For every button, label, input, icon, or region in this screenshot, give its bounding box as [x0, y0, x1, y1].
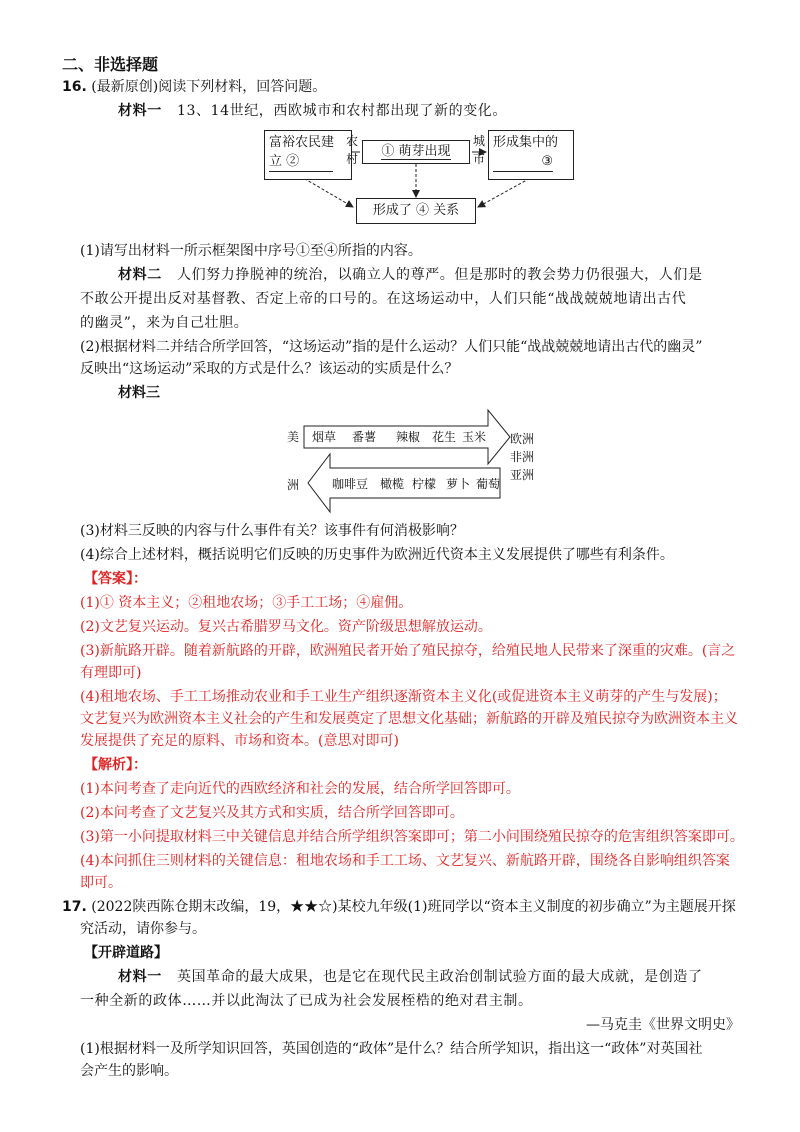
old-world-labels: [510, 430, 534, 484]
q17-material-1-line-1: [118, 966, 783, 988]
q16-sub-3: (3)材料三反映的内容与什么事件有关？该事件有何消极影响？: [80, 523, 464, 539]
q16-prompt: (最新原创)阅读下列材料，回答问题。: [91, 79, 327, 95]
analysis-line-4: (4)本问抓住三则材料的关键信息：租地农场和手工工场、文艺复兴、新航路开辟，围绕各自影响组织答案: [80, 853, 730, 869]
sprout-text: ① 萌芽出现: [381, 144, 451, 159]
crop-tobacco: 烟草: [312, 430, 337, 444]
answer-line-7: 发展提供了充足的原料、市场和资本。(意思对即可): [80, 733, 399, 749]
q16-sub-2-line-1: (2)根据材料二并结合所学回答，“这场运动”指的是什么运动？人们只能“战战兢兢地请出古代的幽灵”: [80, 339, 703, 355]
q17-sub-1-line-1: (1)根据材料一及所学知识回答，英国创造的“政体”是什么？结合所学知识，指出这一“政体”对英国社: [80, 1041, 703, 1057]
europe-label: 欧洲: [510, 432, 535, 446]
rich-farmer-line-2: 立 ②: [269, 152, 333, 172]
q16-sub-4: (4)综合上述材料，概括说明它们反映的历史事件为欧洲近代资本主义发展提供了哪些有利条件。: [80, 547, 674, 563]
answer-line-2: (2)文艺复兴运动。复兴古希腊罗马文化。资产阶级思想解放运动。: [80, 619, 492, 635]
rich-farmer-line-1: 富裕农民建: [269, 135, 335, 150]
crop-lemon: 柠檬: [412, 477, 437, 491]
answer-line-5: (4)租地农场、手工工场推动农业和手工业生产组织逐渐资本主义化(或促进资本主义萌芽的产生与发展)；: [80, 689, 727, 705]
material-1-label: 材料一: [118, 103, 162, 119]
crop-coffee: 咖啡豆: [332, 477, 369, 491]
material-2-text-1: 人们努力挣脱神的统治，以确立人的尊严。但是那时的教会势力仍很强大，人们是: [176, 267, 703, 283]
answer-line-4: 有理即可): [80, 665, 142, 681]
concentrated-line-1: 形成集中的: [493, 135, 559, 150]
america-label-top: 美: [287, 430, 300, 444]
crop-sweet-potato: 番薯: [352, 430, 377, 444]
analysis-label: 【解析】：: [84, 757, 147, 773]
countryside-char-2: 村: [345, 152, 358, 166]
q17-material-1-text-1: 英国革命的最大成果，也是它在现代民主政治创制试验方面的最大成就，是创造了: [176, 969, 703, 985]
answer-line-3: (3)新航路开辟。随着新航路的开辟，欧洲殖民者开始了殖民掠夺，给殖民地人民带来了深重的灾难。(言之: [80, 643, 736, 659]
crop-olive: 橄榄: [380, 477, 405, 491]
answer-line-1: (1)① 资本主义；②租地农场；③手工工场；④雇佣。: [80, 595, 413, 611]
q16-number: 16.: [62, 79, 87, 95]
material-2-text-3: 的幽灵”，来为自己壮胆。: [80, 315, 249, 331]
q17-source: —马克圭《世界文明史》: [586, 1017, 740, 1033]
q17-sub-1-line-2: 会产生的影响。: [80, 1063, 178, 1079]
asia-label: 亚洲: [510, 468, 535, 482]
answer-line-6: 文艺复兴为欧洲资本主义社会的产生和发展奠定了思想文化基础；新航路的开辟及殖民掠夺为欧洲资本主义: [80, 711, 738, 727]
q17-prompt-2: 究活动，请你参与。: [80, 921, 206, 937]
crop-grape: 葡萄: [476, 477, 501, 491]
answer-label: 【答案】：: [84, 571, 147, 587]
path-label: 【开辟道路】: [84, 945, 168, 961]
material-2-label: 材料二: [118, 267, 162, 283]
analysis-line-3: (3)第一小问提取材料三中关键信息并结合所学组织答案即可；第二小问围绕殖民掠夺的危害组织答案即可。: [80, 829, 744, 845]
material-1-text: 13、14世纪，西欧城市和农村都出现了新的变化。: [176, 103, 507, 119]
material-3-label: 材料三: [118, 385, 160, 401]
q16-sub-2-line-2: 反映出“这场运动”采取的方式是什么？该运动的实质是什么？: [80, 361, 459, 377]
countryside-char-1: 农: [345, 134, 358, 148]
africa-label: 非洲: [510, 450, 535, 464]
crop-chili: 辣椒: [396, 430, 421, 444]
concentrated-line-2: ③: [493, 152, 553, 172]
section-title: 二、非选择题: [62, 55, 159, 74]
crop-peanut: 花生: [432, 430, 457, 444]
q16-sub-1: (1)请写出材料一所示框架图中序号①至④所指的内容。: [80, 243, 422, 259]
q17-number: 17.: [62, 899, 87, 915]
q17-material-1-label: 材料一: [118, 969, 162, 985]
q17-material-1-text-2: 一种全新的政体……并以此淘汰了已成为社会发展桎梏的绝对君主制。: [80, 993, 533, 1009]
analysis-line-1: (1)本问考查了走向近代的西欧经济和社会的发展，结合所学回答即可。: [80, 781, 520, 797]
city-char-1: 城: [472, 134, 485, 148]
america-label-bottom: 洲: [287, 478, 300, 492]
analysis-line-2: (2)本问考查了文艺复兴及其方式和实质，结合所学回答即可。: [80, 805, 464, 821]
relation-text: 形成了 ④ 关系: [372, 203, 460, 218]
city-char-2: 市: [472, 152, 485, 166]
q17-prompt-1: (2022陕西陈仓期末改编，19，★★☆)某校九年级(1)班同学以“资本主义制度的初步确立”为主题展开探: [91, 899, 736, 915]
crop-radish: 萝卜: [446, 477, 471, 491]
material-2-text-2: 不敢公开提出反对基督教、否定上帝的口号的。在这场运动中，人们只能“战战兢兢地请出古代: [80, 291, 687, 307]
crop-corn: 玉米: [462, 430, 487, 444]
analysis-line-5: 即可。: [80, 875, 122, 891]
q17-heading: [62, 896, 736, 918]
